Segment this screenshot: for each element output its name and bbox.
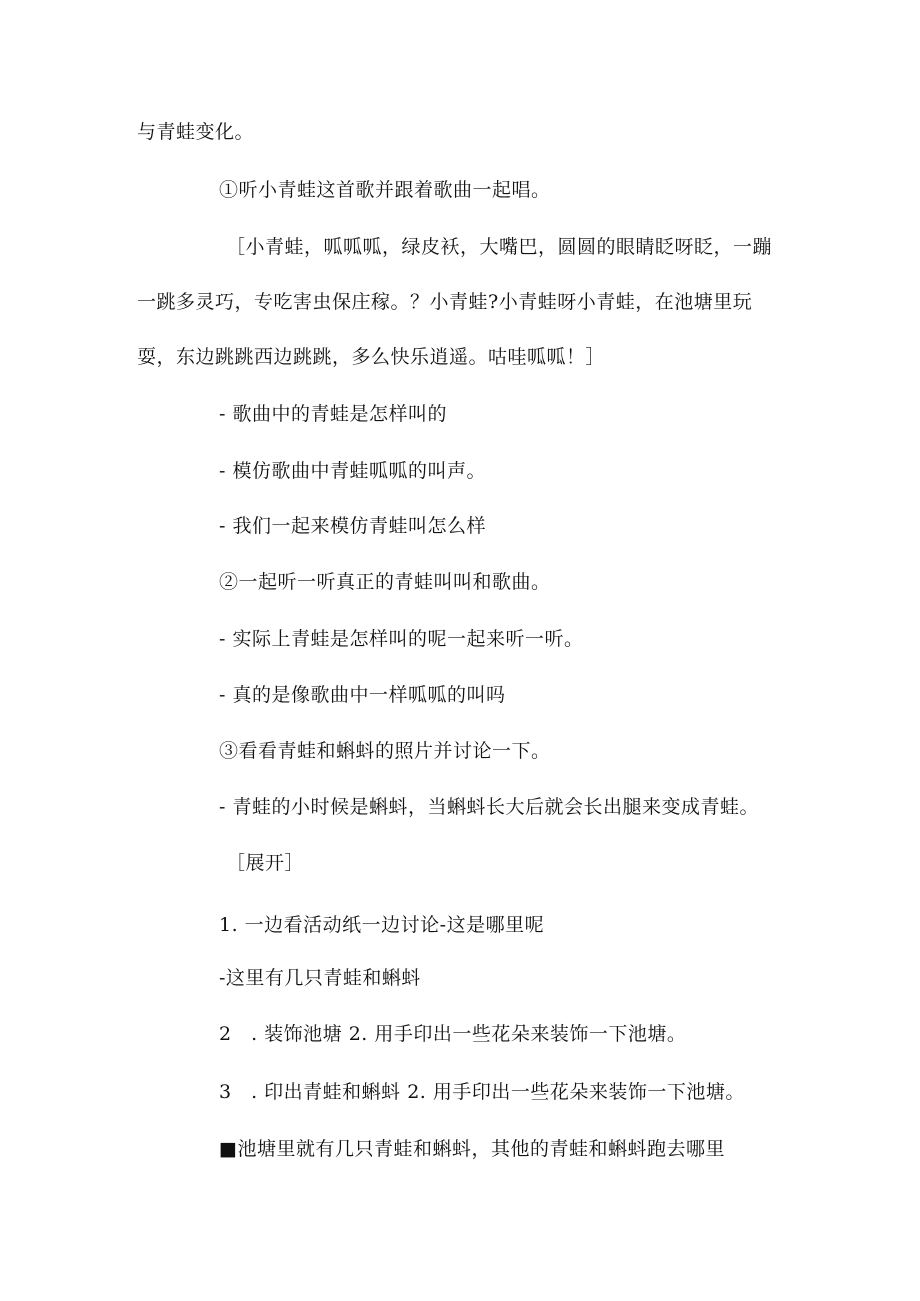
question-item: - 歌曲中的青蛙是怎样叫的 <box>219 403 447 425</box>
song-lyrics-line-3: 耍，东边跳跳西边跳跳，多么快乐逍遥。咕哇呱呱！］ <box>137 346 606 368</box>
question-item: - 青蛙的小时候是蝌蚪，当蝌蚪长大后就会长出腿来变成青蛙。 <box>219 796 759 818</box>
text-line-continuation: 与青蛙变化。 <box>137 121 255 143</box>
numbered-item: 3 . 印出青蛙和蝌蚪 2. 用手印出一些花朵来装饰一下池塘。 <box>219 1081 745 1103</box>
bullet-item: ■池塘里就有几只青蛙和蝌蚪，其他的青蛙和蝌蚪跑去哪里 <box>219 1138 725 1160</box>
numbered-item: 2 . 装饰池塘 2. 用手印出一些花朵来装饰一下池塘。 <box>219 1023 687 1045</box>
question-item: - 我们一起来模仿青蛙叫怎么样 <box>219 515 486 537</box>
question-item: - 模仿歌曲中青蛙呱呱的叫声。 <box>219 460 486 482</box>
text-line-step-1: ①听小青蛙这首歌并跟着歌曲一起唱。 <box>219 179 551 201</box>
question-item: - 实际上青蛙是怎样叫的呢一起来听一听。 <box>219 628 584 650</box>
section-heading: ［展开］ <box>226 852 305 874</box>
text-line-step-2: ②一起听一听真正的青蛙叫叫和歌曲。 <box>219 571 551 593</box>
text-line-step-3: ③看看青蛙和蝌蚪的照片并讨论一下。 <box>219 740 551 762</box>
sub-item: -这里有几只青蛙和蝌蚪 <box>219 967 421 989</box>
question-item: - 真的是像歌曲中一样呱呱的叫吗 <box>219 684 506 706</box>
song-lyrics-line-2: 一跳多灵巧，专吃害虫保庄稼。？小青蛙?小青蛙呀小青蛙，在池塘里玩 <box>137 291 753 313</box>
numbered-item: 1. 一边看活动纸一边讨论-这是哪里呢 <box>219 914 545 936</box>
song-lyrics-line-1: ［小青蛙，呱呱呱，绿皮袄，大嘴巴，圆圆的眼睛眨呀眨，一蹦 <box>226 236 773 258</box>
